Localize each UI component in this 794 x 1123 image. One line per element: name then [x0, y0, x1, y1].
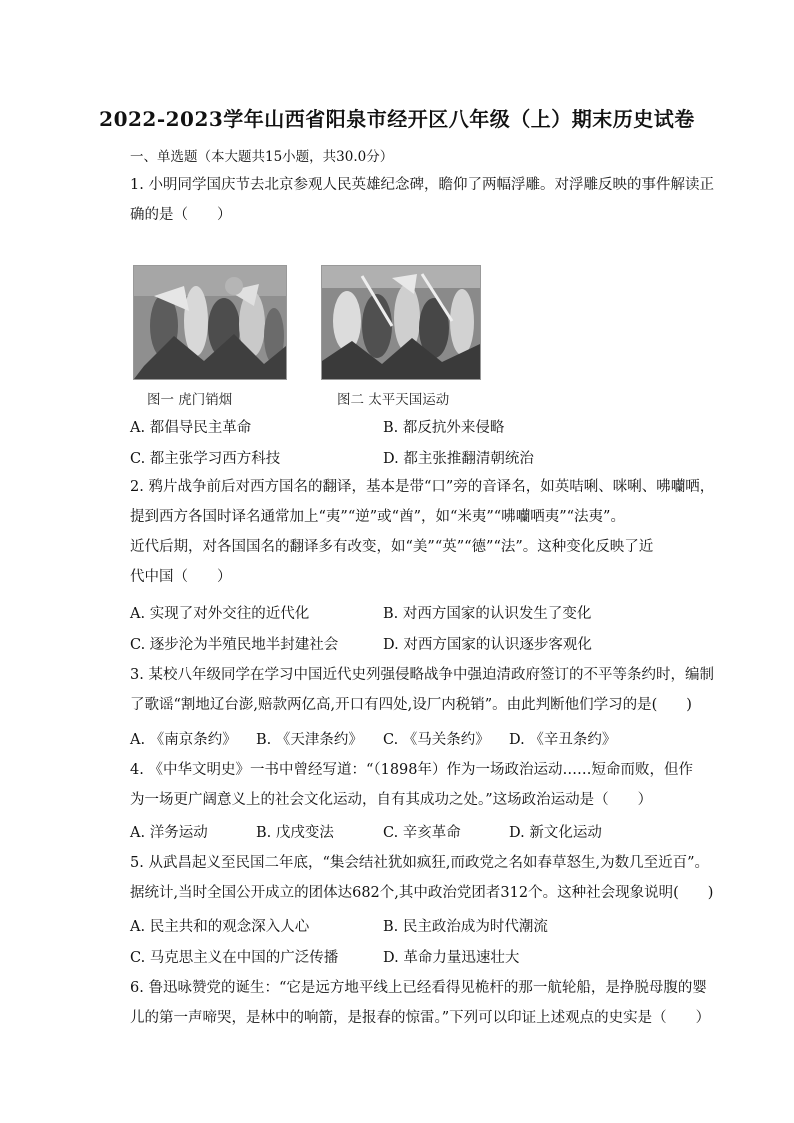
relief-carving-image: [322, 266, 480, 379]
question-4-line: 为一场更广阔意义上的社会文化运动，自有其成功之处。”这场政治运动是（ ）: [130, 792, 653, 808]
question-2: [130, 472, 715, 592]
option-a[interactable]: A. 民主共和的观念深入人心: [130, 919, 310, 935]
question-2-line: 近代后期，对各国国名的翻译多有改变，如“美”“英”“德”“法”。这种变化反映了近: [130, 539, 654, 555]
relief-carving-image: [134, 266, 286, 379]
option-a[interactable]: A. 都倡导民主革命: [130, 420, 252, 436]
option-d[interactable]: D. 都主张推翻清朝统治: [383, 451, 534, 467]
question-5-line: 据统计,当时全国公开成立的团体达682个,其中政治党团者312个。这种社会现象说明( ): [130, 885, 714, 901]
question-3-line: 3. 某校八年级同学在学习中国近代史列强侵略战争中强迫清政府签订的不平等条约时，编制: [130, 667, 714, 683]
relief-image-humen: [133, 265, 287, 380]
question-5: [130, 848, 714, 908]
question-1-line: 1. 小明同学国庆节去北京参观人民英雄纪念碑，瞻仰了两幅浮雕。对浮雕反映的事件解读正: [130, 177, 714, 193]
question-6: [130, 973, 711, 1033]
question-2-line: 2. 鸦片战争前后对西方国名的翻译，基本是带“口”旁的音译名，如英咭唎、咪唎、咈囒哂，: [130, 479, 715, 495]
page-title: 2022-2023学年山西省阳泉市经开区八年级（上）期末历史试卷: [99, 107, 695, 131]
option-d[interactable]: D. 对西方国家的认识逐步客观化: [383, 637, 592, 653]
option-c[interactable]: C. 马克思主义在中国的广泛传播: [130, 950, 339, 966]
question-2-line: 代中国（ ）: [130, 569, 232, 585]
option-b[interactable]: B. 都反抗外来侵略: [383, 420, 505, 436]
option-b[interactable]: B. 对西方国家的认识发生了变化: [383, 606, 592, 622]
option-b[interactable]: B. 民主政治成为时代潮流: [383, 919, 548, 935]
option-b[interactable]: B. 《天津条约》: [256, 732, 363, 748]
question-3-line: 了歌谣“割地辽台澎,赔款两亿高,开口有四处,设厂内税销”。由此判断他们学习的是( ): [130, 697, 692, 713]
question-4: [130, 755, 696, 815]
option-a[interactable]: A. 洋务运动: [130, 825, 208, 841]
option-a[interactable]: A. 实现了对外交往的近代化: [130, 606, 310, 622]
option-d[interactable]: D. 革命力量迅速壮大: [383, 950, 520, 966]
question-1: [130, 170, 714, 230]
figure-caption: 图一 虎门销烟: [147, 392, 233, 408]
option-c[interactable]: C. 都主张学习西方科技: [130, 451, 281, 467]
question-6-line: 6. 鲁迅咏赞党的诞生：“它是远方地平线上已经看得见桅杆的那一航轮船，是挣脱母腹的婴: [130, 980, 707, 996]
question-4-line: 4. 《中华文明史》一书中曾经写道：“（1898年）作为一场政治运动……短命而败，但作: [130, 762, 694, 778]
option-c[interactable]: C. 逐步沦为半殖民地半封建社会: [130, 637, 339, 653]
question-3: [130, 660, 714, 720]
question-5-line: 5. 从武昌起义至民国二年底，“集会结社犹如疯狂,而政党之名如春草怒生,为数几至近百”。: [130, 855, 709, 871]
option-d[interactable]: D. 《辛丑条约》: [509, 732, 617, 748]
relief-image-taiping: [321, 265, 481, 380]
option-b[interactable]: B. 戊戌变法: [256, 825, 334, 841]
question-1-line: 确的是（ ）: [130, 207, 232, 223]
question-6-line: 儿的第一声啼哭，是林中的响箭，是报春的惊雷。”下列可以印证上述观点的史实是（ ）: [130, 1010, 711, 1026]
figure-caption: 图二 太平天国运动: [337, 392, 450, 408]
option-c[interactable]: C. 辛亥革命: [383, 825, 461, 841]
question-2-line: 提到西方各国时译名通常加上“夷”“逆”或“酋”，如“米夷”“咈囒哂夷”“法夷”。: [130, 509, 625, 525]
option-c[interactable]: C. 《马关条约》: [383, 732, 490, 748]
section-heading: 一、单选题（本大题共15小题，共30.0分）: [130, 149, 394, 165]
option-a[interactable]: A. 《南京条约》: [130, 732, 237, 748]
option-d[interactable]: D. 新文化运动: [509, 825, 602, 841]
